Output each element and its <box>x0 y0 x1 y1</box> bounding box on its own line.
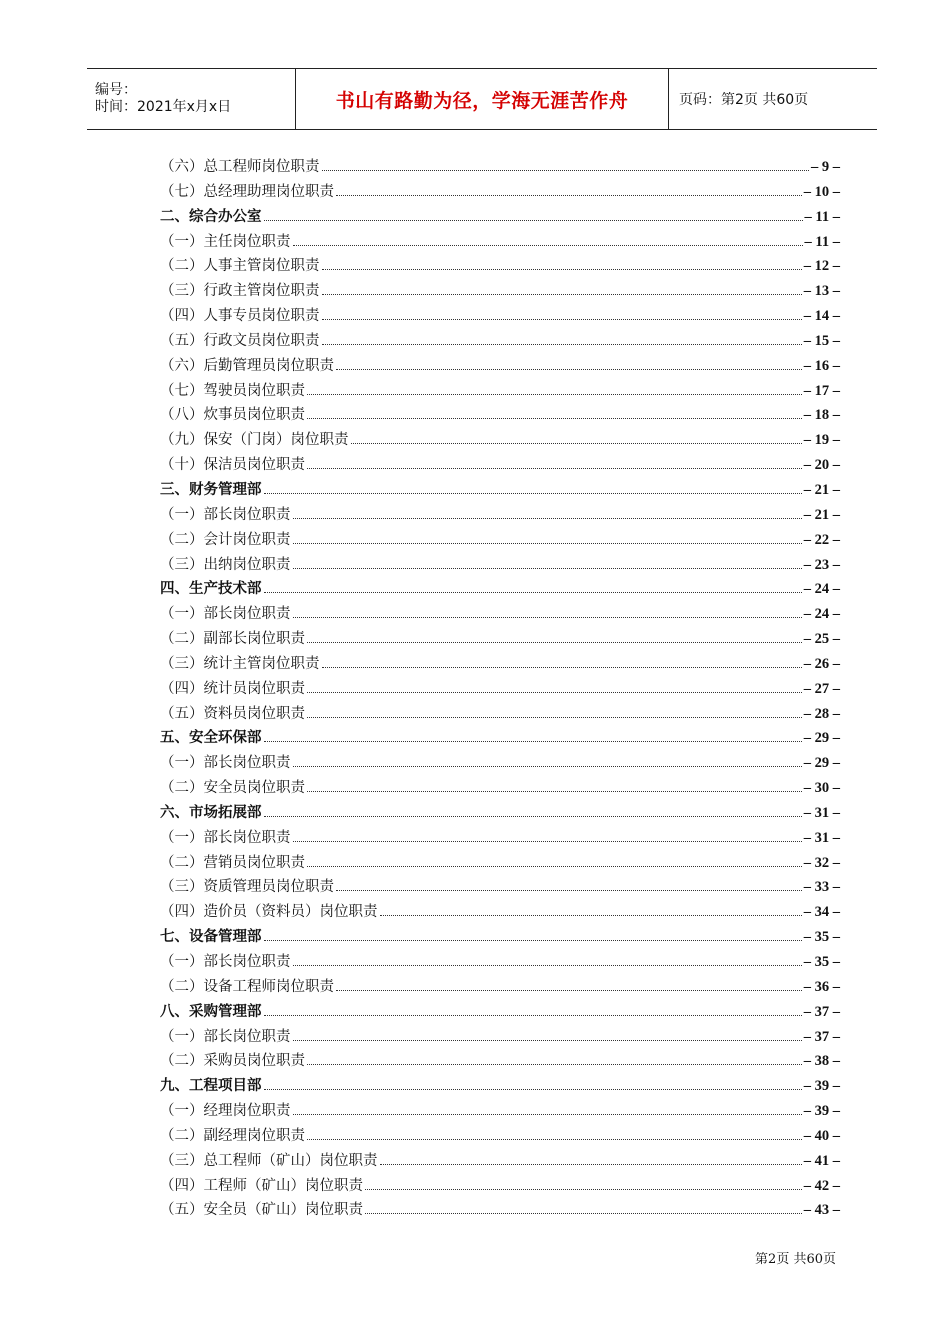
toc-entry-page: – 35 – <box>803 954 840 970</box>
toc-entry[interactable] <box>160 503 840 528</box>
toc-entry-page: – 18 – <box>803 407 840 424</box>
toc-dot-leader <box>322 268 802 270</box>
toc-entry[interactable] <box>160 602 840 627</box>
toc-entry-page: – 39 – <box>803 1078 840 1095</box>
toc-dot-leader <box>307 393 802 395</box>
toc-entry-page: – 17 – <box>803 382 840 399</box>
toc-dot-leader <box>293 517 802 519</box>
toc-entry-page: – 43 – <box>803 1202 840 1219</box>
table-of-contents <box>160 155 840 1223</box>
toc-entry[interactable] <box>160 379 840 404</box>
toc-dot-leader <box>264 219 803 221</box>
toc-dot-leader <box>307 716 802 718</box>
toc-dot-leader <box>307 1063 802 1065</box>
toc-entry-label: （二）安全员岗位职责 <box>160 780 305 797</box>
toc-entry-label: （二）采购员岗位职责 <box>160 1053 305 1070</box>
toc-entry-page: – 21 – <box>803 481 840 498</box>
toc-entry-page: – 37 – <box>803 1028 840 1045</box>
toc-dot-leader <box>293 1039 802 1041</box>
toc-entry[interactable] <box>160 230 840 255</box>
toc-entry-label: （六）总工程师岗位职责 <box>160 159 320 175</box>
toc-entry-page: – 12 – <box>803 258 840 275</box>
toc-entry-page: – 28 – <box>803 705 840 722</box>
toc-dot-leader <box>307 1138 802 1140</box>
toc-entry-page: – 21 – <box>803 506 840 523</box>
toc-entry-label: （四）统计员岗位职责 <box>160 680 305 697</box>
toc-dot-leader <box>307 691 802 693</box>
toc-dot-leader <box>380 914 802 916</box>
toc-entry-label: （一）部长岗位职责 <box>160 755 291 772</box>
number-label: 编号： <box>95 82 137 98</box>
toc-dot-leader <box>365 1212 802 1214</box>
toc-entry-label: （九）保安（门岗）岗位职责 <box>160 432 349 449</box>
toc-entry-label: （二）会计岗位职责 <box>160 531 291 548</box>
toc-entry-page: – 41 – <box>803 1152 840 1169</box>
toc-dot-leader <box>307 865 802 867</box>
toc-entry-label: （二）副经理岗位职责 <box>160 1127 305 1144</box>
toc-entry-page: – 42 – <box>803 1177 840 1194</box>
toc-dot-leader <box>264 815 802 817</box>
toc-entry[interactable] <box>160 428 840 453</box>
toc-dot-leader <box>264 591 802 593</box>
toc-entry-label: 八、采购管理部 <box>160 1002 262 1020</box>
toc-entry-label: 三、财务管理部 <box>160 480 262 498</box>
toc-entry-label: 七、设备管理部 <box>160 928 262 946</box>
toc-section-entry[interactable] <box>160 925 840 950</box>
toc-section-entry[interactable] <box>160 1000 840 1025</box>
toc-dot-leader <box>293 616 802 618</box>
toc-entry[interactable] <box>160 1174 840 1199</box>
toc-entry[interactable] <box>160 180 840 205</box>
toc-dot-leader <box>264 740 802 742</box>
toc-entry[interactable] <box>160 702 840 727</box>
toc-entry-label: （七）总经理助理岗位职责 <box>160 183 334 200</box>
toc-entry-page: – 24 – <box>803 606 840 623</box>
toc-entry[interactable] <box>160 627 840 652</box>
toc-entry-label: （一）部长岗位职责 <box>160 829 291 846</box>
toc-entry[interactable] <box>160 776 840 801</box>
toc-entry-label: （二）营销员岗位职责 <box>160 854 305 871</box>
toc-dot-leader <box>264 1088 802 1090</box>
toc-section-entry[interactable] <box>160 577 840 602</box>
toc-entry[interactable] <box>160 652 840 677</box>
toc-dot-leader <box>307 641 802 643</box>
toc-dot-leader <box>322 666 802 668</box>
toc-entry-label: （四）造价员（资料员）岗位职责 <box>160 904 378 921</box>
toc-entry-page: – 23 – <box>803 556 840 573</box>
header-meta <box>87 69 296 129</box>
toc-entry-label: （三）出纳岗位职责 <box>160 556 291 573</box>
toc-entry-label: （七）驾驶员岗位职责 <box>160 382 305 399</box>
toc-entry[interactable] <box>160 1124 840 1149</box>
toc-entry[interactable] <box>160 1025 840 1050</box>
toc-entry-page: – 16 – <box>803 357 840 374</box>
toc-entry[interactable] <box>160 677 840 702</box>
toc-dot-leader <box>293 244 803 246</box>
toc-entry-page: – 37 – <box>803 1003 840 1020</box>
toc-dot-leader <box>336 989 802 991</box>
toc-dot-leader <box>322 318 802 320</box>
toc-entry-page: – 34 – <box>803 904 840 921</box>
toc-entry-page: – 19 – <box>803 432 840 449</box>
toc-entry[interactable] <box>160 403 840 428</box>
header-page-info: 页码：第2页 共60页 <box>679 92 809 108</box>
toc-entry-label: （三）统计主管岗位职责 <box>160 655 320 672</box>
header-motto: 书山有路勤为径，学海无涯苦作舟 <box>296 69 669 129</box>
toc-entry-label: （一）主任岗位职责 <box>160 233 291 250</box>
toc-entry-label: （八）炊事员岗位职责 <box>160 407 305 424</box>
toc-entry-label: （一）部长岗位职责 <box>160 606 291 623</box>
toc-dot-leader <box>293 964 802 966</box>
toc-dot-leader <box>293 567 802 569</box>
toc-entry-page: – 14 – <box>803 308 840 325</box>
toc-entry[interactable] <box>160 1099 840 1124</box>
toc-entry-label: 九、工程项目部 <box>160 1077 262 1095</box>
toc-entry-label: 二、综合办公室 <box>160 207 262 225</box>
toc-dot-leader <box>293 542 802 544</box>
toc-dot-leader <box>264 492 802 494</box>
toc-entry-label: （十）保洁员岗位职责 <box>160 457 305 474</box>
toc-entry[interactable] <box>160 950 840 975</box>
toc-entry[interactable] <box>160 553 840 578</box>
toc-dot-leader <box>307 790 802 792</box>
toc-entry-page: – 29 – <box>803 730 840 747</box>
toc-entry[interactable] <box>160 528 840 553</box>
toc-section-entry[interactable] <box>160 205 840 230</box>
toc-entry-page: – 24 – <box>803 581 840 598</box>
toc-entry-page: – 13 – <box>803 283 840 300</box>
toc-entry[interactable] <box>160 329 840 354</box>
toc-section-entry[interactable] <box>160 801 840 826</box>
toc-entry[interactable] <box>160 279 840 304</box>
toc-entry-page: – 31 – <box>803 804 840 821</box>
toc-entry-label: （一）部长岗位职责 <box>160 954 291 970</box>
toc-entry-page: – 27 – <box>803 680 840 697</box>
toc-entry-label: （三）行政主管岗位职责 <box>160 283 320 300</box>
toc-entry[interactable] <box>160 1049 840 1074</box>
toc-entry-page: – 22 – <box>803 531 840 548</box>
toc-entry-label: （四）工程师（矿山）岗位职责 <box>160 1177 363 1194</box>
toc-entry-page: – 33 – <box>803 879 840 896</box>
toc-entry-label: （二）人事主管岗位职责 <box>160 258 320 275</box>
toc-entry-page: – 32 – <box>803 854 840 871</box>
toc-section-entry[interactable] <box>160 478 840 503</box>
time-label: 时间：2021年x月x日 <box>95 99 232 115</box>
toc-entry-page: – 39 – <box>803 1103 840 1120</box>
toc-dot-leader <box>336 368 802 370</box>
toc-entry-label: 六、市场拓展部 <box>160 803 262 821</box>
toc-entry[interactable] <box>160 975 840 1000</box>
toc-dot-leader <box>322 293 802 295</box>
toc-entry-page: – 11 – <box>804 233 840 250</box>
toc-entry[interactable] <box>160 304 840 329</box>
toc-entry-page: – 9 – <box>811 159 840 175</box>
toc-section-entry[interactable] <box>160 1074 840 1099</box>
toc-entry-label: （五）资料员岗位职责 <box>160 705 305 722</box>
toc-entry[interactable] <box>160 453 840 478</box>
toc-entry-page: – 15 – <box>803 332 840 349</box>
toc-entry-label: （三）资质管理员岗位职责 <box>160 879 334 896</box>
toc-entry-label: （一）部长岗位职责 <box>160 1028 291 1045</box>
toc-entry-page: – 40 – <box>803 1127 840 1144</box>
toc-entry[interactable] <box>160 851 840 876</box>
toc-entry-label: （二）设备工程师岗位职责 <box>160 978 334 995</box>
toc-entry-label: 五、安全环保部 <box>160 729 262 747</box>
toc-dot-leader <box>336 889 802 891</box>
toc-entry[interactable] <box>160 751 840 776</box>
toc-entry[interactable] <box>160 826 840 851</box>
footer-page-info: 第2页 共60页 <box>755 1252 836 1267</box>
toc-entry[interactable] <box>160 354 840 379</box>
toc-dot-leader <box>307 467 802 469</box>
toc-entry-label: （二）副部长岗位职责 <box>160 631 305 648</box>
toc-dot-leader <box>264 1014 802 1016</box>
document-header <box>87 68 877 130</box>
toc-entry-page: – 38 – <box>803 1053 840 1070</box>
toc-entry-page: – 20 – <box>803 457 840 474</box>
toc-entry-page: – 36 – <box>803 978 840 995</box>
toc-entry-label: 四、生产技术部 <box>160 580 262 598</box>
toc-entry-page: – 29 – <box>803 755 840 772</box>
toc-entry-label: （六）后勤管理员岗位职责 <box>160 357 334 374</box>
toc-section-entry[interactable] <box>160 726 840 751</box>
toc-entry[interactable] <box>160 1198 840 1223</box>
toc-dot-leader <box>293 765 802 767</box>
toc-dot-leader <box>336 194 802 196</box>
toc-dot-leader <box>365 1188 802 1190</box>
toc-entry-label: （一）部长岗位职责 <box>160 506 291 523</box>
toc-dot-leader <box>264 939 802 941</box>
toc-dot-leader <box>307 417 802 419</box>
toc-entry[interactable] <box>160 875 840 900</box>
toc-entry-page: – 10 – <box>803 183 840 200</box>
toc-entry-label: （五）行政文员岗位职责 <box>160 332 320 349</box>
toc-dot-leader <box>380 1163 802 1165</box>
toc-dot-leader <box>293 1113 802 1115</box>
toc-entry[interactable] <box>160 254 840 279</box>
toc-dot-leader <box>322 343 802 345</box>
toc-entry-page: – 35 – <box>803 929 840 946</box>
toc-dot-leader <box>293 840 802 842</box>
toc-dot-leader <box>322 169 810 171</box>
toc-entry-page: – 11 – <box>804 208 840 225</box>
toc-entry-page: – 25 – <box>803 631 840 648</box>
toc-entry-page: – 31 – <box>803 829 840 846</box>
toc-entry-label: （一）经理岗位职责 <box>160 1103 291 1120</box>
toc-entry-label: （四）人事专员岗位职责 <box>160 308 320 325</box>
toc-entry-page: – 30 – <box>803 780 840 797</box>
toc-entry[interactable] <box>160 1149 840 1174</box>
toc-entry[interactable] <box>160 900 840 925</box>
toc-entry-page: – 26 – <box>803 655 840 672</box>
toc-entry-label: （三）总工程师（矿山）岗位职责 <box>160 1152 378 1169</box>
toc-entry[interactable] <box>160 155 840 180</box>
toc-dot-leader <box>351 442 802 444</box>
toc-entry-label: （五）安全员（矿山）岗位职责 <box>160 1202 363 1219</box>
